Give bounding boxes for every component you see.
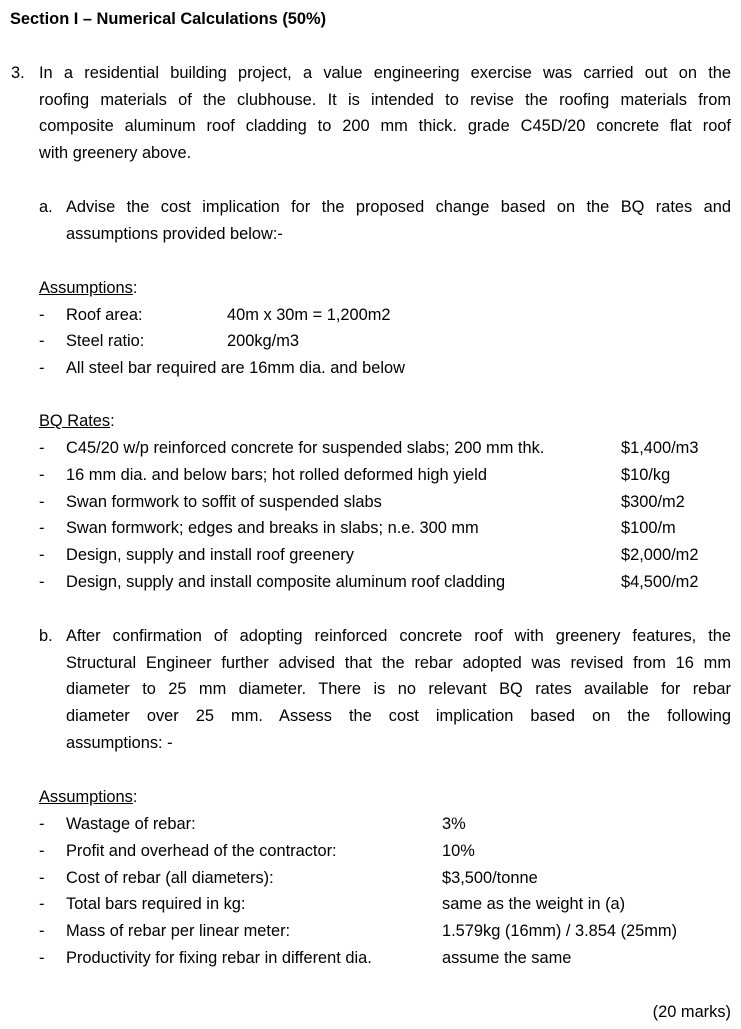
bq-rate: $2,000/m2 xyxy=(621,546,699,564)
assumption-b-label: Mass of rebar per linear meter: xyxy=(66,922,291,940)
bq-rates-heading-text: BQ Rates xyxy=(39,412,111,430)
bullet-dash: - xyxy=(39,332,45,350)
bq-rate: $100/m xyxy=(621,519,676,537)
bq-item: Design, supply and install roof greenery xyxy=(66,546,354,564)
assumptions-b-heading xyxy=(39,784,137,811)
question-line-2: roofing materials of the clubhouse. It is intended to revise the roofing materials from xyxy=(39,90,731,109)
bq-rate: $300/m2 xyxy=(621,493,685,511)
part-b-text xyxy=(66,623,731,757)
question-line-1: In a residential building project, a value engineering exercise was carried out on the xyxy=(39,64,731,82)
bq-rates-colon: : xyxy=(110,412,115,430)
part-b-line-1: After confirmation of adopting reinforced concrete roof with greenery features, the xyxy=(66,627,731,645)
assumption-a-value: 40m x 30m = 1,200m2 xyxy=(227,306,391,324)
part-b-line-2: Structural Engineer further advised that the rebar adopted was revised from 16 mm xyxy=(66,653,731,672)
question-line-4: with greenery above. xyxy=(39,144,192,163)
bullet-dash: - xyxy=(39,359,45,377)
assumption-b-value: 1.579kg (16mm) / 3.854 (25mm) xyxy=(442,922,678,940)
bullet-dash: - xyxy=(39,306,45,324)
assumption-b-value: assume the same xyxy=(442,949,572,967)
question-text xyxy=(39,60,731,167)
part-b-line-5: assumptions: - xyxy=(66,733,173,752)
marks-allocation: (20 marks) xyxy=(652,1003,731,1021)
part-b-label: b. xyxy=(39,627,53,645)
assumption-b-label: Wastage of rebar: xyxy=(66,815,196,833)
bq-item: 16 mm dia. and below bars; hot rolled deformed high yield xyxy=(66,466,487,484)
bq-item: Swan formwork to soffit of suspended slabs xyxy=(66,493,382,511)
bq-item: Design, supply and install composite aluminum roof cladding xyxy=(66,573,506,591)
part-a-line-2: assumptions provided below:- xyxy=(66,224,283,243)
assumption-b-value: 3% xyxy=(442,815,466,833)
assumptions-b-colon: : xyxy=(132,788,138,806)
bq-item: C45/20 w/p reinforced concrete for suspended slabs; 200 mm thk. xyxy=(66,439,545,457)
bullet-dash: - xyxy=(39,842,45,860)
assumption-a-label: Steel ratio: xyxy=(66,332,145,350)
bullet-dash: - xyxy=(39,949,45,967)
assumption-b-label: Productivity for fixing rebar in different dia. xyxy=(66,949,372,967)
assumption-b-value: 10% xyxy=(442,842,475,860)
bullet-dash: - xyxy=(39,466,45,484)
bullet-dash: - xyxy=(39,869,45,887)
assumptions-b-heading-text: Assumptions xyxy=(39,788,133,806)
assumption-a-label: Roof area: xyxy=(66,306,143,324)
bullet-dash: - xyxy=(39,439,45,457)
part-a-text xyxy=(66,194,731,247)
assumption-b-label: Profit and overhead of the contractor: xyxy=(66,842,337,860)
bullet-dash: - xyxy=(39,493,45,511)
bullet-dash: - xyxy=(39,895,45,913)
assumption-b-value: $3,500/tonne xyxy=(442,869,538,887)
section-title: Section I – Numerical Calculations (50%) xyxy=(10,10,327,28)
bullet-dash: - xyxy=(39,519,45,537)
assumptions-a-heading-text: Assumptions xyxy=(39,279,133,297)
bullet-dash: - xyxy=(39,573,45,591)
bq-rate: $4,500/m2 xyxy=(621,573,699,591)
bullet-dash: - xyxy=(39,815,45,833)
assumptions-a-colon: : xyxy=(132,279,138,297)
question-line-3: composite aluminum roof cladding to 200 mm thick. grade C45D/20 concrete flat roof xyxy=(39,117,731,136)
bullet-dash: - xyxy=(39,546,45,564)
assumption-a-label: All steel bar required are 16mm dia. and below xyxy=(66,359,405,377)
part-a-line-1: Advise the cost implication for the proposed change based on the BQ rates and xyxy=(66,198,731,216)
assumptions-a-heading xyxy=(39,275,137,302)
bq-rate: $10/kg xyxy=(621,466,671,484)
bullet-dash: - xyxy=(39,922,45,940)
part-a-label: a. xyxy=(39,198,53,216)
bq-rate: $1,400/m3 xyxy=(621,439,699,457)
assumption-b-value: same as the weight in (a) xyxy=(442,895,626,913)
assumption-b-label: Total bars required in kg: xyxy=(66,895,246,913)
part-b-line-4: diameter over 25 mm. Assess the cost implication based on the following xyxy=(66,707,731,726)
assumption-b-label: Cost of rebar (all diameters): xyxy=(66,869,274,887)
assumption-a-value: 200kg/m3 xyxy=(227,332,299,350)
part-b-line-3: diameter to 25 mm diameter. There is no relevant BQ rates available for rebar xyxy=(66,680,731,699)
bq-rates-heading xyxy=(39,408,115,435)
question-number: 3. xyxy=(11,64,25,82)
bq-item: Swan formwork; edges and breaks in slabs; n.e. 300 mm xyxy=(66,519,479,537)
